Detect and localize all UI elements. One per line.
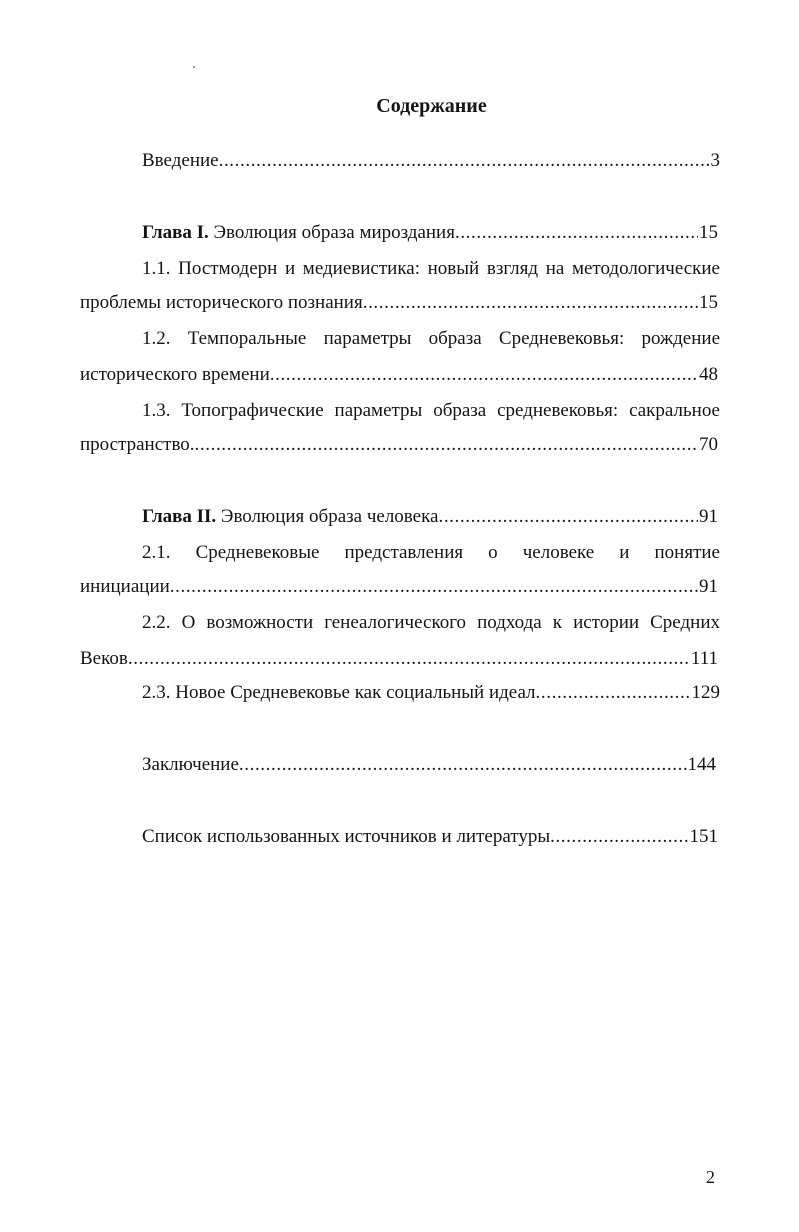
toc-section-1-3-line1: 1.3. Топографические параметры образа средневековья: сакральное	[142, 400, 720, 421]
dot-leader	[550, 824, 688, 850]
dot-leader	[219, 148, 710, 174]
toc-entry-page: 144	[687, 754, 716, 775]
toc-entry-page: 91	[699, 576, 718, 597]
toc-entry-label: Введение	[142, 150, 219, 171]
toc-entry-page: 3	[710, 150, 720, 171]
toc-entry-label: Веков	[80, 648, 128, 669]
toc-entry-page: 15	[699, 292, 718, 313]
toc-entry-label: Эволюция образа человека	[220, 506, 439, 527]
chapter-prefix: Глава I.	[142, 222, 209, 243]
dot-leader	[363, 290, 698, 316]
toc-entry-page: 129	[691, 682, 720, 703]
toc-entry-page: 70	[699, 434, 718, 455]
toc-section-2-1-line2	[80, 574, 718, 600]
toc-entry-chapter-2	[142, 504, 718, 530]
dot-leader	[239, 752, 687, 778]
toc-entry-label: пространство.	[80, 434, 195, 455]
toc-section-1-1-line2	[80, 290, 718, 316]
toc-entry-label: Список использованных источников и литературы	[142, 826, 551, 847]
toc-entry-intro	[142, 148, 720, 174]
toc-entry-label: исторического времени	[80, 364, 270, 385]
dot-leader	[128, 646, 690, 672]
toc-section-1-2-line1: 1.2. Темпоральные параметры образа Средневековья: рождение	[142, 328, 720, 349]
toc-section-1-1-line1: 1.1. Постмодерн и медиевистика: новый взгляд на методологические	[142, 258, 720, 279]
toc-entry-page: 111	[690, 648, 718, 669]
dot-leader	[536, 680, 691, 706]
scan-speck	[193, 66, 195, 68]
toc-section-1-2-line2	[80, 362, 718, 388]
dot-leader	[438, 504, 698, 530]
page-number: 2	[706, 1167, 715, 1187]
toc-entry-page: 151	[689, 826, 718, 847]
toc-section-2-3	[142, 680, 720, 706]
chapter-prefix: Глава II.	[142, 506, 217, 527]
toc-entry-label: 2.3. Новое Средневековье как социальный идеал	[142, 682, 536, 703]
dot-leader	[195, 432, 698, 458]
toc-entry-chapter-1	[142, 220, 718, 246]
dot-leader	[455, 220, 698, 246]
toc-entry-label: Заключение	[142, 754, 239, 775]
toc-entry-bibliography	[142, 824, 718, 850]
toc-section-2-1-line1: 2.1. Средневековые представления о человеке и понятие	[142, 542, 720, 563]
toc-entry-label: Эволюция образа мироздания	[213, 222, 455, 243]
toc-entry-page: 91	[699, 506, 718, 527]
toc-section-2-2-line1: 2.2. О возможности генеалогического подхода к истории Средних	[142, 612, 720, 633]
toc-section-1-3-line2	[80, 432, 718, 458]
toc-entry-page: 48	[699, 364, 718, 385]
toc-entry-page: 15	[699, 222, 718, 243]
toc-entry-conclusion	[142, 752, 716, 778]
toc-entry-label: инициации	[80, 576, 170, 597]
toc-entry-label: проблемы исторического познания	[80, 292, 363, 313]
dot-leader	[270, 362, 698, 388]
toc-section-2-2-line2	[80, 646, 718, 672]
dot-leader	[170, 574, 698, 600]
page-title: Содержание	[376, 95, 487, 117]
